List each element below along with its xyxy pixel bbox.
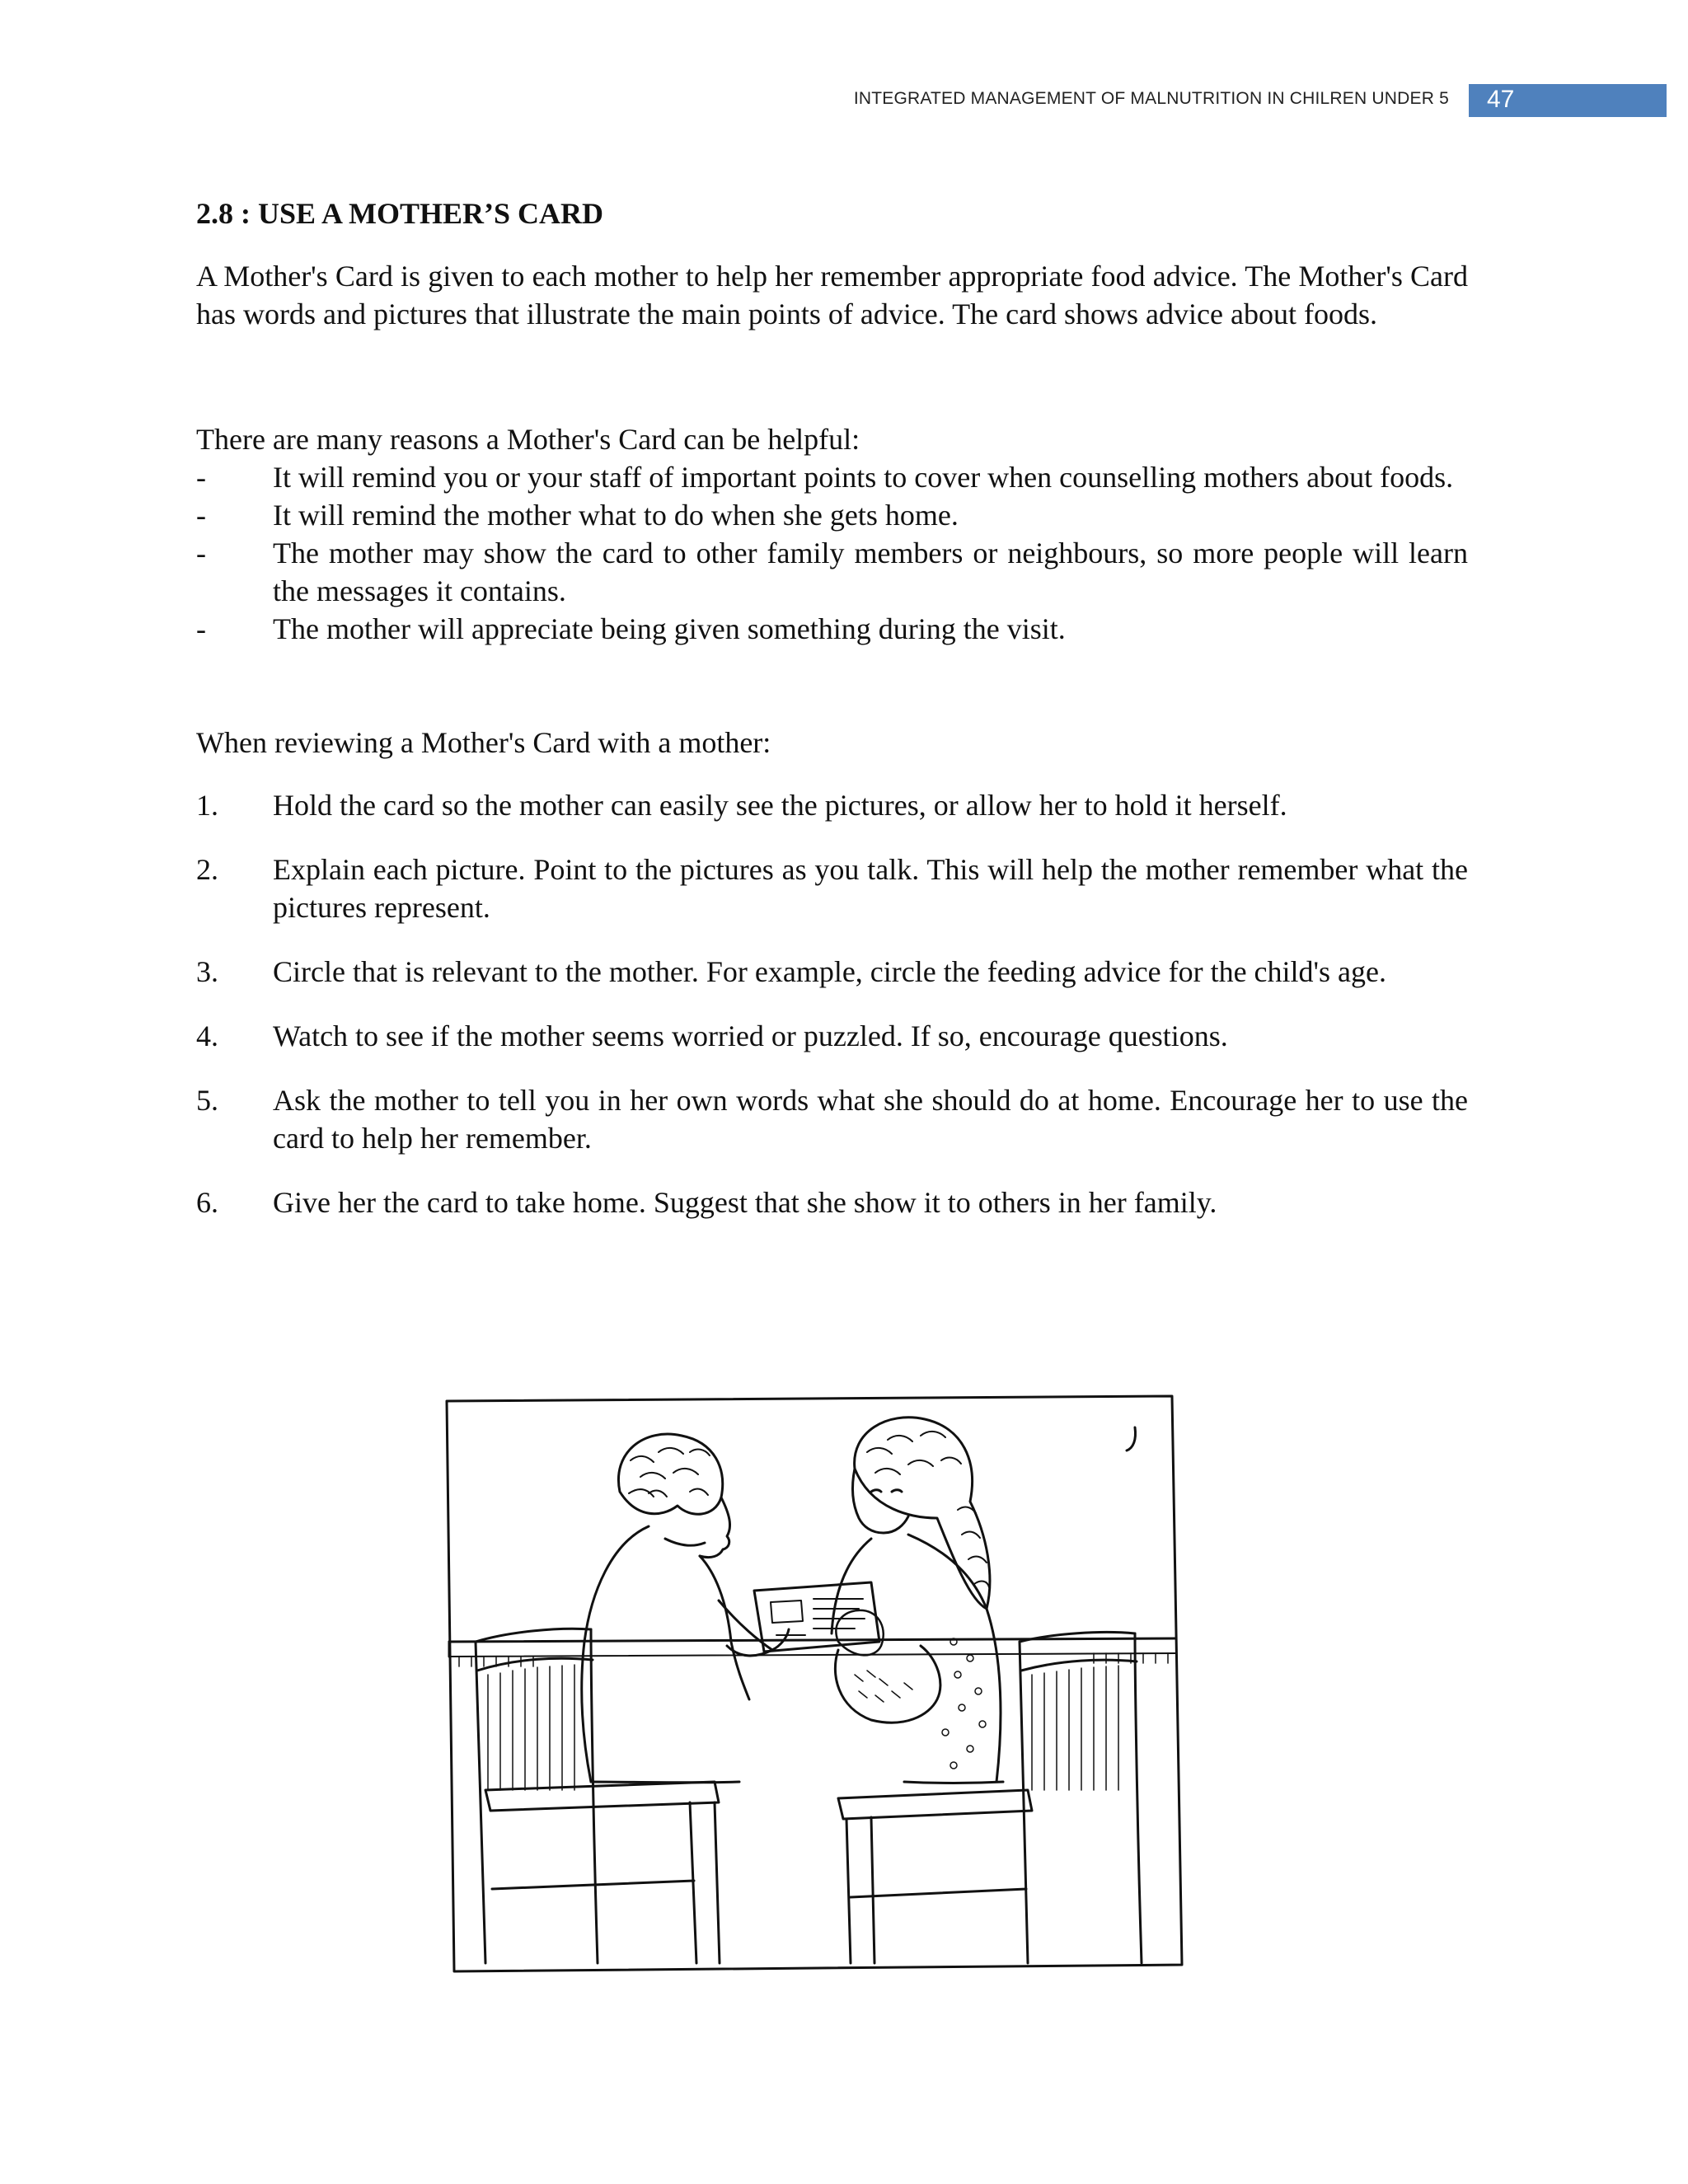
numbered-step — [196, 953, 1468, 991]
numbered-step — [196, 1183, 1468, 1221]
step-text: Watch to see if the mother seems worried or puzzled. If so, encourage questions. — [273, 1019, 1228, 1052]
bullet-mark: - — [196, 461, 206, 494]
step-text: Give her the card to take home. Suggest that she show it to others in her family. — [273, 1186, 1217, 1219]
step-number: 2. — [196, 853, 218, 886]
header-title: INTEGRATED MANAGEMENT OF MALNUTRITION IN CHILREN UNDER 5 — [853, 89, 1449, 108]
list-item-text: It will remind you or your staff of important points to cover when counselling mothers about foods. — [273, 461, 1454, 494]
step-number: 5. — [196, 1084, 218, 1117]
running-header — [0, 84, 1688, 120]
step-text: Explain each picture. Point to the pictures as you talk. This will help the mother remember what the pictures represent. — [273, 853, 1468, 924]
bullet-mark: - — [196, 499, 206, 532]
numbered-step — [196, 851, 1468, 926]
reasons-list — [196, 458, 1468, 648]
reasons-lead: There are many reasons a Mother's Card can be helpful: — [196, 423, 860, 456]
bullet-mark: - — [196, 537, 206, 569]
step-number: 4. — [196, 1019, 218, 1052]
counselling-illustration — [443, 1394, 1201, 1981]
review-lead: When reviewing a Mother's Card with a mother: — [196, 726, 771, 759]
page-content — [196, 194, 1468, 1248]
list-item — [196, 496, 1468, 534]
step-number: 1. — [196, 789, 218, 822]
list-item — [196, 534, 1468, 610]
page-number: 47 — [1487, 86, 1515, 113]
step-text: Ask the mother to tell you in her own words what she should do at home. Encourage her to use the card to help her remember. — [273, 1084, 1468, 1155]
line-drawing — [443, 1394, 1201, 1981]
page-number-box — [1469, 84, 1667, 117]
review-steps — [196, 786, 1468, 1221]
section-title: 2.8 : USE A MOTHER’S CARD — [196, 197, 604, 230]
list-item — [196, 610, 1468, 648]
bullet-mark: - — [196, 612, 206, 645]
list-item-text: The mother may show the card to other family members or neighbours, so more people will learn the messages it contains. — [273, 537, 1468, 607]
numbered-step — [196, 1017, 1468, 1055]
step-text: Circle that is relevant to the mother. For example, circle the feeding advice for the child's age. — [273, 955, 1386, 988]
list-item-text: The mother will appreciate being given something during the visit. — [273, 612, 1066, 645]
numbered-step — [196, 786, 1468, 824]
step-number: 3. — [196, 955, 218, 988]
numbered-step — [196, 1081, 1468, 1157]
step-text: Hold the card so the mother can easily see the pictures, or allow her to hold it herself. — [273, 789, 1287, 822]
intro-paragraph: A Mother's Card is given to each mother to help her remember appropriate food advice. The Mother's Card has words and pictures that illustrate the main points of advice. The card shows advice about foods. — [196, 260, 1468, 330]
list-item-text: It will remind the mother what to do when she gets home. — [273, 499, 959, 532]
list-item — [196, 458, 1468, 496]
step-number: 6. — [196, 1186, 218, 1219]
